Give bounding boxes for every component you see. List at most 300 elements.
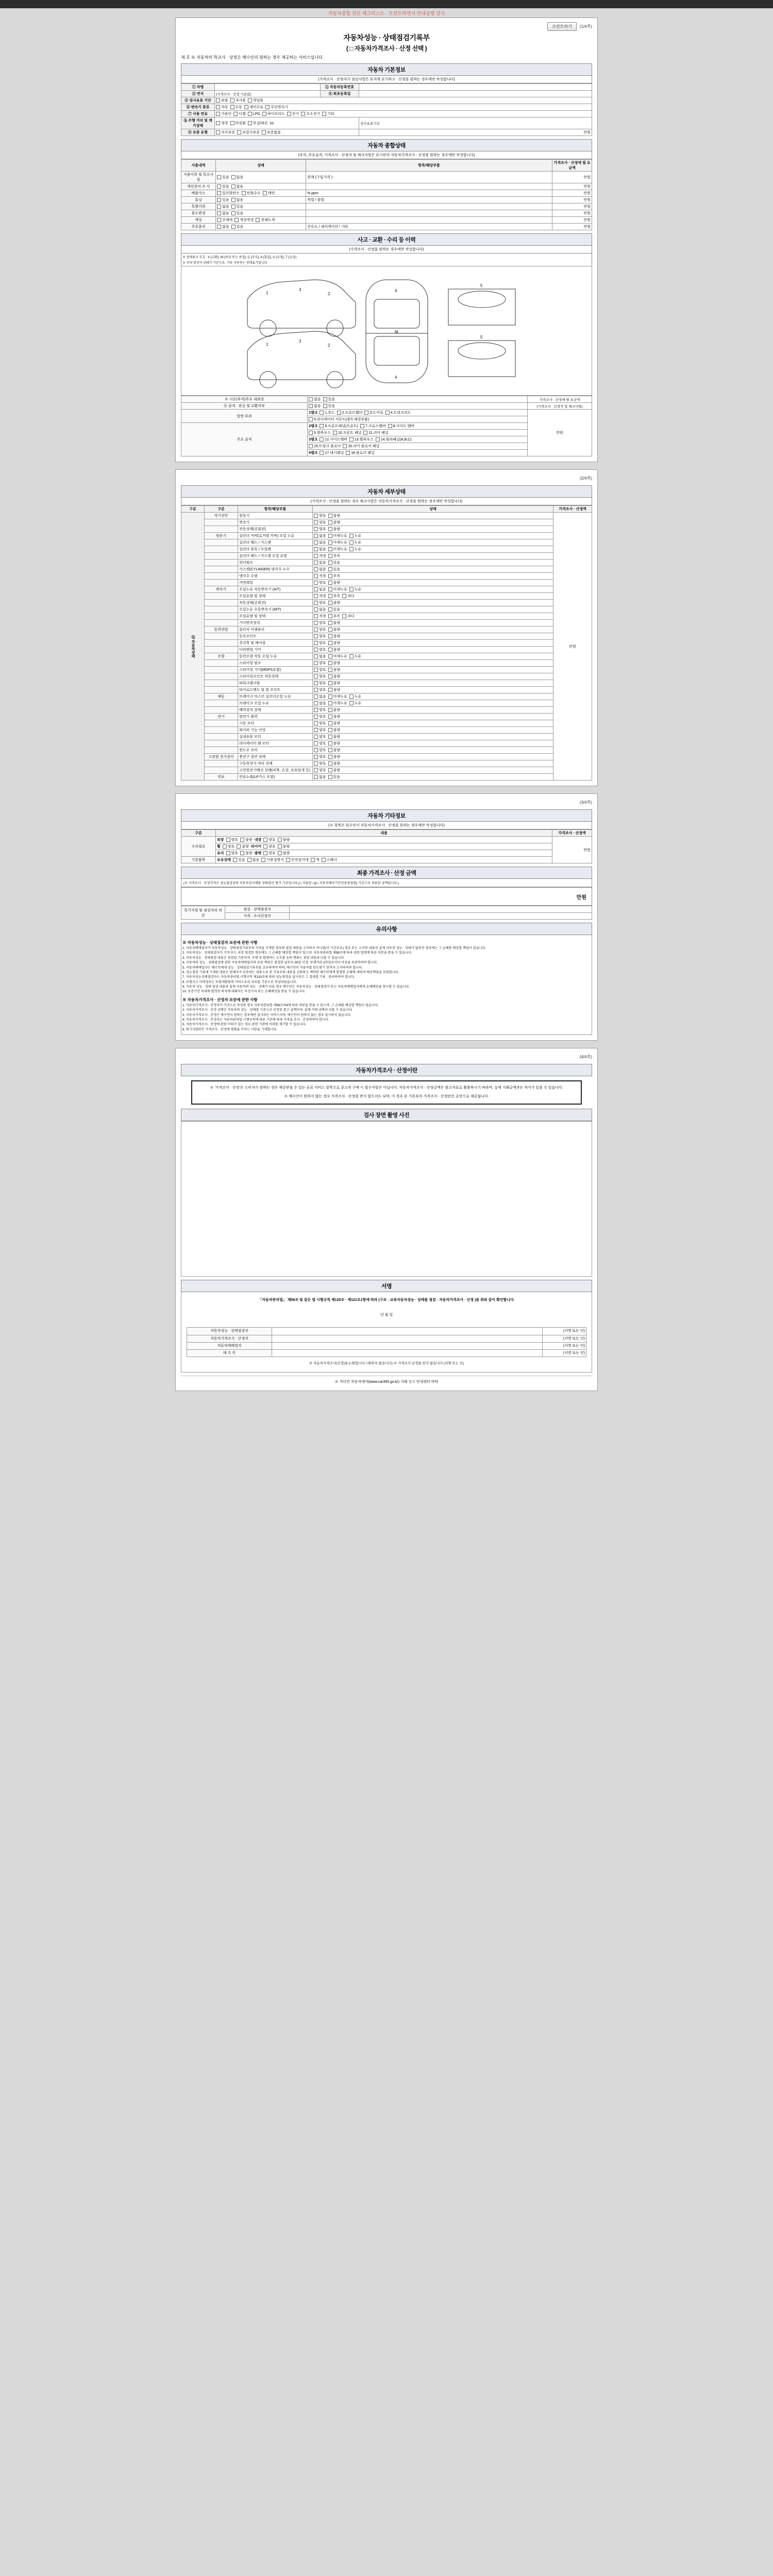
checkbox-detail-34-1[interactable] [328, 741, 332, 745]
checkbox-fuel-etc[interactable] [322, 112, 326, 116]
remarks-value-0[interactable] [290, 906, 592, 913]
checkbox-use-private[interactable] [230, 98, 234, 103]
detail-option[interactable] [328, 674, 341, 679]
other-row-1[interactable] [216, 843, 552, 850]
print-button[interactable]: 프린트하기 [547, 22, 577, 31]
detail-option[interactable] [314, 607, 326, 612]
detail-state-options[interactable] [313, 767, 553, 774]
checkbox-detail-3-0[interactable] [314, 534, 318, 538]
checkbox-detail-8-0[interactable] [314, 567, 318, 571]
checkbox-detail-22-1[interactable] [328, 661, 332, 665]
checkbox-detail-27-2[interactable] [349, 694, 354, 699]
detail-state-options[interactable] [313, 720, 553, 727]
detail-option[interactable] [328, 540, 347, 545]
checkbox-detail-17-1[interactable] [328, 628, 332, 632]
row-amount-5[interactable]: 만원 [552, 210, 592, 217]
checkbox-detail-25-1[interactable] [328, 681, 332, 685]
detail-option[interactable] [314, 761, 326, 766]
sign-value-0[interactable] [272, 1328, 543, 1335]
detail-state-options[interactable] [313, 566, 553, 573]
checkbox-detail-27-1[interactable] [328, 694, 332, 699]
checkbox-warranty-ins[interactable] [237, 130, 241, 134]
row-detail-3[interactable]: 적법 / 불법 [306, 197, 552, 204]
checkbox-f1d-1[interactable] [343, 444, 347, 448]
detail-option[interactable] [328, 547, 347, 552]
detail-state-options[interactable] [313, 526, 553, 533]
checkbox-frame-none[interactable] [309, 404, 313, 408]
field-year[interactable] [215, 91, 321, 97]
checkbox-detail-23-0[interactable] [314, 668, 318, 672]
checkbox-trans-manual[interactable] [230, 105, 234, 109]
detail-option[interactable] [314, 754, 326, 759]
checkbox-fuel-hybrid[interactable] [262, 112, 266, 116]
checkbox-o3-a[interactable] [233, 858, 237, 862]
checkbox-detail-33-0[interactable] [314, 735, 318, 739]
checkbox-detail-10-0[interactable] [314, 581, 318, 585]
detail-option[interactable] [314, 627, 326, 632]
checkbox-o2-b[interactable] [240, 851, 244, 855]
detail-option[interactable] [328, 600, 341, 605]
checkbox-detail-34-0[interactable] [314, 741, 318, 745]
checkbox-detail-19-1[interactable] [328, 641, 332, 645]
field-inspection-period[interactable] [359, 117, 592, 129]
detail-state-options[interactable] [313, 660, 553, 667]
checkbox-detail-11-1[interactable] [328, 587, 332, 591]
detail-amount[interactable]: 만원 [553, 513, 592, 781]
detail-option[interactable] [328, 620, 341, 625]
checkbox-detail-21-2[interactable] [349, 654, 354, 658]
checkbox-detail-24-1[interactable] [328, 674, 332, 679]
detail-option[interactable] [328, 707, 341, 713]
checkbox-o3-c[interactable] [261, 858, 265, 862]
detail-state-options[interactable] [313, 620, 553, 626]
frame-opts[interactable]: 없음 있음 [308, 403, 528, 410]
checkbox-detail-15-2[interactable] [342, 614, 346, 618]
detail-state-options[interactable] [313, 593, 553, 600]
detail-option[interactable] [314, 527, 326, 532]
checkbox-detail-29-0[interactable] [314, 708, 318, 712]
checkbox-detail-6-0[interactable] [314, 554, 318, 558]
row-amount-6[interactable]: 만원 [552, 217, 592, 224]
detail-option[interactable] [328, 607, 341, 612]
checkbox-3-a[interactable] [217, 198, 221, 202]
detail-option[interactable] [349, 654, 362, 659]
checkbox-frame-yes[interactable] [323, 404, 327, 408]
checkbox-f1-1[interactable] [360, 424, 364, 428]
row-opts-2[interactable] [216, 190, 306, 197]
detail-state-options[interactable] [313, 707, 553, 714]
row-opts-3[interactable] [216, 197, 306, 204]
detail-option[interactable] [328, 567, 341, 572]
detail-option[interactable] [314, 594, 326, 599]
checkbox-detail-28-1[interactable] [328, 701, 332, 705]
checkbox-detail-11-0[interactable] [314, 587, 318, 591]
detail-option[interactable] [342, 614, 355, 619]
detail-option[interactable] [314, 748, 326, 753]
field-firstreg[interactable] [359, 91, 592, 97]
detail-state-options[interactable] [313, 754, 553, 760]
detail-option[interactable] [328, 647, 341, 652]
checkbox-detail-17-0[interactable] [314, 628, 318, 632]
detail-state-options[interactable] [313, 640, 553, 647]
detail-option[interactable] [314, 520, 326, 525]
checkbox-3-b[interactable] [231, 198, 236, 202]
checkbox-detail-26-1[interactable] [328, 688, 332, 692]
detail-option[interactable] [349, 533, 362, 538]
checkbox-detail-21-1[interactable] [328, 654, 332, 658]
detail-option[interactable] [314, 560, 326, 565]
field-vin[interactable]: 관용 자가용 영업용 [215, 97, 592, 104]
checkbox-f1e-1[interactable] [346, 451, 350, 455]
checkbox-detail-14-0[interactable] [314, 607, 318, 612]
detail-option[interactable] [314, 768, 326, 773]
checkbox-detail-28-2[interactable] [349, 701, 354, 705]
checkbox-detail-16-0[interactable] [314, 621, 318, 625]
detail-option[interactable] [328, 627, 341, 632]
checkbox-o1-d[interactable] [278, 844, 282, 849]
checkbox-1-b[interactable] [231, 184, 236, 189]
checkbox-detail-0-1[interactable] [328, 514, 332, 518]
row-detail-5[interactable] [306, 210, 552, 217]
sign-value-2[interactable] [272, 1342, 543, 1349]
checkbox-warranty-none[interactable] [262, 130, 266, 134]
detail-option[interactable] [328, 520, 341, 525]
row-detail-0[interactable]: 현재 (구입가격 ) [306, 172, 552, 183]
detail-option[interactable] [328, 573, 341, 579]
checkbox-detail-13-0[interactable] [314, 601, 318, 605]
checkbox-use-gov[interactable] [216, 98, 220, 103]
checkbox-4-b[interactable] [231, 205, 236, 209]
detail-state-options[interactable] [313, 633, 553, 640]
detail-state-options[interactable] [313, 714, 553, 720]
detail-option[interactable] [328, 667, 341, 672]
detail-option[interactable] [349, 587, 362, 592]
detail-option[interactable] [328, 701, 347, 706]
checkbox-f1-0[interactable] [320, 424, 324, 428]
checkbox-o1-b[interactable] [237, 844, 241, 849]
checkbox-detail-21-0[interactable] [314, 654, 318, 658]
detail-option[interactable] [342, 594, 355, 599]
checkbox-detail-2-0[interactable] [314, 527, 318, 531]
detail-state-options[interactable] [313, 573, 553, 580]
detail-option[interactable] [314, 587, 326, 592]
detail-state-options[interactable] [313, 673, 553, 680]
checkbox-detail-39-1[interactable] [328, 775, 332, 779]
detail-option[interactable] [328, 694, 347, 699]
frame-group-1-row-0[interactable] [308, 423, 528, 430]
detail-state-options[interactable] [313, 727, 553, 734]
checkbox-detail-1-0[interactable] [314, 520, 318, 524]
checkbox-use-business[interactable] [248, 98, 252, 103]
final-price-amount[interactable]: 만원 [181, 887, 592, 906]
detail-option[interactable] [314, 687, 326, 692]
detail-state-options[interactable] [313, 533, 553, 539]
checkbox-detail-10-1[interactable] [328, 581, 332, 585]
checkbox-o3-e[interactable] [311, 858, 315, 862]
detail-state-options[interactable] [313, 546, 553, 553]
checkbox-f1b-1[interactable] [333, 431, 337, 435]
remarks-value-1[interactable] [290, 913, 592, 920]
checkbox-f1c-1[interactable] [349, 437, 354, 442]
checkbox-detail-15-0[interactable] [314, 614, 318, 618]
row-amount-7[interactable]: 만원 [552, 224, 592, 230]
checkbox-detail-23-1[interactable] [328, 668, 332, 672]
detail-option[interactable] [314, 701, 326, 706]
detail-option[interactable] [328, 681, 341, 686]
checkbox-detail-19-0[interactable] [314, 641, 318, 645]
checkbox-detail-38-1[interactable] [328, 768, 332, 772]
detail-option[interactable] [349, 540, 362, 545]
detail-option[interactable] [328, 654, 347, 659]
checkbox-o3-f[interactable] [322, 858, 326, 862]
sign-stamp-1[interactable]: (서명 또는 인) [543, 1335, 586, 1342]
detail-option[interactable] [314, 580, 326, 585]
checkbox-detail-5-1[interactable] [328, 547, 332, 551]
detail-option[interactable] [314, 614, 326, 619]
checkbox-detail-9-0[interactable] [314, 574, 318, 578]
detail-option[interactable] [314, 694, 326, 699]
checkbox-4-a[interactable] [217, 205, 221, 209]
detail-option[interactable] [328, 774, 341, 779]
detail-option[interactable] [314, 660, 326, 666]
checkbox-detail-9-1[interactable] [328, 574, 332, 578]
checkbox-0-a[interactable] [217, 175, 221, 179]
row-opts-0[interactable] [216, 172, 306, 183]
checkbox-o1-a[interactable] [223, 844, 227, 849]
checkbox-detail-11-2[interactable] [349, 587, 354, 591]
checkbox-detail-20-0[interactable] [314, 648, 318, 652]
checkbox-5-b[interactable] [231, 211, 236, 215]
checkbox-6-c[interactable] [256, 218, 260, 222]
row-detail-6[interactable] [306, 217, 552, 224]
frame-group-1-row-2[interactable] [308, 436, 528, 443]
checkbox-6-a[interactable] [217, 218, 221, 222]
field-trans[interactable]: 자동 수동 세미오토 무단변속기 [215, 104, 592, 111]
checkbox-detail-28-0[interactable] [314, 701, 318, 705]
checkbox-detail-6-1[interactable] [328, 554, 332, 558]
detail-option[interactable] [314, 774, 326, 779]
row-opts-4[interactable] [216, 204, 306, 210]
detail-option[interactable] [328, 748, 341, 753]
detail-state-options[interactable] [313, 626, 553, 633]
detail-option[interactable] [314, 681, 326, 686]
frame-group-0-row-0[interactable] [308, 410, 528, 416]
row-opts-1[interactable] [216, 183, 306, 190]
checkbox-f1e-0[interactable] [320, 451, 324, 455]
checkbox-detail-15-1[interactable] [328, 614, 332, 618]
checkbox-detail-4-0[interactable] [314, 540, 318, 545]
detail-option[interactable] [328, 560, 341, 565]
checkbox-detail-2-1[interactable] [328, 527, 332, 531]
detail-option[interactable] [314, 667, 326, 672]
checkbox-detail-3-2[interactable] [349, 534, 354, 538]
frame-group-1-row-1[interactable] [308, 430, 528, 436]
detail-state-options[interactable] [313, 606, 553, 613]
detail-state-options[interactable] [313, 580, 553, 586]
detail-state-options[interactable] [313, 539, 553, 546]
detail-state-options[interactable] [313, 513, 553, 519]
checkbox-detail-29-1[interactable] [328, 708, 332, 712]
checkbox-o0-b[interactable] [240, 838, 244, 842]
frame-group-1-row-4[interactable] [308, 450, 528, 456]
detail-state-options[interactable] [313, 747, 553, 754]
detail-state-options[interactable] [313, 740, 553, 747]
detail-state-options[interactable] [313, 613, 553, 620]
checkbox-detail-5-0[interactable] [314, 547, 318, 551]
frame-group-0-row-1[interactable] [308, 416, 528, 423]
checkbox-o0-c[interactable] [263, 838, 267, 842]
sign-stamp-3[interactable]: (서명 또는 인) [543, 1349, 586, 1357]
checkbox-corrosion-none[interactable] [309, 397, 313, 401]
detail-option[interactable] [328, 734, 341, 739]
detail-option[interactable] [314, 714, 326, 719]
detail-state-options[interactable] [313, 586, 553, 593]
checkbox-fuel-lpg[interactable] [248, 112, 252, 116]
detail-option[interactable] [328, 634, 341, 639]
checkbox-o2-c[interactable] [263, 851, 267, 855]
checkbox-trans-semi[interactable] [244, 105, 248, 109]
checkbox-detail-37-1[interactable] [328, 761, 332, 766]
detail-option[interactable] [328, 721, 341, 726]
checkbox-detail-18-0[interactable] [314, 634, 318, 638]
checkbox-detail-0-0[interactable] [314, 514, 318, 518]
frame-amount[interactable]: 만원 [528, 410, 592, 456]
field-warranty-amount[interactable]: 만원 [359, 129, 592, 136]
detail-option[interactable] [328, 640, 341, 646]
detail-state-options[interactable] [313, 693, 553, 700]
checkbox-detail-8-1[interactable] [328, 567, 332, 571]
checkbox-detail-24-0[interactable] [314, 674, 318, 679]
checkbox-detail-31-0[interactable] [314, 721, 318, 725]
detail-option[interactable] [328, 687, 341, 692]
checkbox-f1-2[interactable] [388, 424, 392, 428]
sign-date[interactable]: 년 월 일 [380, 1313, 393, 1317]
checkbox-detail-33-1[interactable] [328, 735, 332, 739]
detail-option[interactable] [314, 707, 326, 713]
detail-option[interactable] [314, 620, 326, 625]
checkbox-detail-32-0[interactable] [314, 728, 318, 732]
detail-option[interactable] [328, 533, 347, 538]
photo-area[interactable] [181, 1121, 592, 1277]
sign-value-1[interactable] [272, 1335, 543, 1342]
checkbox-detail-4-2[interactable] [349, 540, 354, 545]
detail-state-options[interactable] [313, 653, 553, 660]
checkbox-detail-7-0[interactable] [314, 561, 318, 565]
checkbox-f1c-0[interactable] [320, 437, 324, 442]
checkbox-2-a[interactable] [217, 191, 221, 195]
checkbox-detail-35-1[interactable] [328, 748, 332, 752]
top-link[interactable]: 자동차종합 진단 체크리스트 · 프린트하면서 안내실행 검사 [0, 8, 773, 18]
detail-option[interactable] [314, 540, 326, 545]
detail-option[interactable] [328, 754, 341, 759]
checkbox-mileage-broken[interactable] [230, 121, 234, 125]
checkbox-detail-12-1[interactable] [328, 594, 332, 598]
checkbox-detail-12-0[interactable] [314, 594, 318, 598]
detail-option[interactable] [349, 547, 362, 552]
detail-option[interactable] [328, 741, 341, 746]
detail-state-options[interactable] [313, 519, 553, 526]
checkbox-detail-25-0[interactable] [314, 681, 318, 685]
detail-state-options[interactable] [313, 774, 553, 781]
detail-option[interactable] [328, 714, 341, 719]
sign-stamp-0[interactable]: (서명 또는 인) [543, 1328, 586, 1335]
sign-confirm[interactable]: ※ 자동차가격조사(산정)을 (□원합니다 □원하지 않습니다) ※ 가격조사 산정을 받지 않습니다 (서명 또는 인) [309, 1362, 464, 1366]
checkbox-detail-14-1[interactable] [328, 607, 332, 612]
checkbox-o0-a[interactable] [226, 838, 230, 842]
detail-option[interactable] [328, 553, 341, 558]
detail-option[interactable] [314, 654, 326, 659]
checkbox-detail-12-2[interactable] [342, 594, 346, 598]
detail-option[interactable] [314, 647, 326, 652]
sign-stamp-2[interactable]: (서명 또는 인) [543, 1342, 586, 1349]
checkbox-mileage-normal[interactable] [216, 121, 220, 125]
checkbox-detail-39-0[interactable] [314, 775, 318, 779]
checkbox-trans-cvt[interactable] [265, 105, 270, 109]
sign-value-3[interactable] [272, 1349, 543, 1357]
checkbox-fuel-diesel[interactable] [233, 112, 238, 116]
checkbox-detail-1-1[interactable] [328, 520, 332, 524]
detail-option[interactable] [328, 660, 341, 666]
checkbox-f1d-0[interactable] [309, 444, 313, 448]
checkbox-detail-18-1[interactable] [328, 634, 332, 638]
detail-option[interactable] [314, 640, 326, 646]
checkbox-f1c-2[interactable] [376, 437, 380, 442]
row-amount-3[interactable]: 만원 [552, 197, 592, 204]
detail-option[interactable] [314, 721, 326, 726]
checkbox-7-a[interactable] [217, 225, 221, 229]
detail-option[interactable] [314, 734, 326, 739]
other-row-3[interactable] [216, 857, 552, 863]
detail-option[interactable] [314, 674, 326, 679]
checkbox-detail-31-1[interactable] [328, 721, 332, 725]
field-fuel[interactable]: 가솔린 디젤 LPG 하이브리드 전기 수소전기 기타 [215, 111, 592, 117]
checkbox-1-a[interactable] [217, 184, 221, 189]
car-damage-diagram[interactable] [181, 266, 592, 396]
checkbox-detail-13-1[interactable] [328, 601, 332, 605]
checkbox-f0-0[interactable] [320, 411, 324, 415]
checkbox-f1b-2[interactable] [363, 431, 367, 435]
checkbox-detail-35-0[interactable] [314, 748, 318, 752]
detail-option[interactable] [314, 547, 326, 552]
detail-option[interactable] [328, 587, 347, 592]
detail-state-options[interactable] [313, 600, 553, 606]
checkbox-detail-36-0[interactable] [314, 755, 318, 759]
checkbox-7-b[interactable] [231, 225, 236, 229]
detail-option[interactable] [314, 727, 326, 733]
detail-option[interactable] [328, 727, 341, 733]
detail-option[interactable] [314, 513, 326, 518]
other-amount[interactable]: 만원 [552, 837, 592, 863]
row-opts-6[interactable] [216, 217, 306, 224]
row-amount-0[interactable]: 만원 [552, 172, 592, 183]
checkbox-o3-b[interactable] [247, 858, 251, 862]
detail-state-options[interactable] [313, 760, 553, 767]
checkbox-f0-3[interactable] [385, 411, 390, 415]
detail-option[interactable] [328, 761, 341, 766]
detail-option[interactable] [328, 580, 341, 585]
checkbox-o2-a[interactable] [226, 851, 230, 855]
checkbox-6-b[interactable] [234, 218, 239, 222]
checkbox-f0-1[interactable] [337, 411, 341, 415]
checkbox-detail-26-0[interactable] [314, 688, 318, 692]
detail-option[interactable] [314, 553, 326, 558]
checkbox-f1b-0[interactable] [309, 431, 313, 435]
row-opts-7[interactable] [216, 224, 306, 230]
bottom-corrosion-opts[interactable] [308, 396, 528, 403]
checkbox-f0b-0[interactable] [309, 417, 313, 421]
checkbox-corrosion-yes[interactable] [323, 397, 327, 401]
field-regno[interactable] [359, 84, 592, 91]
